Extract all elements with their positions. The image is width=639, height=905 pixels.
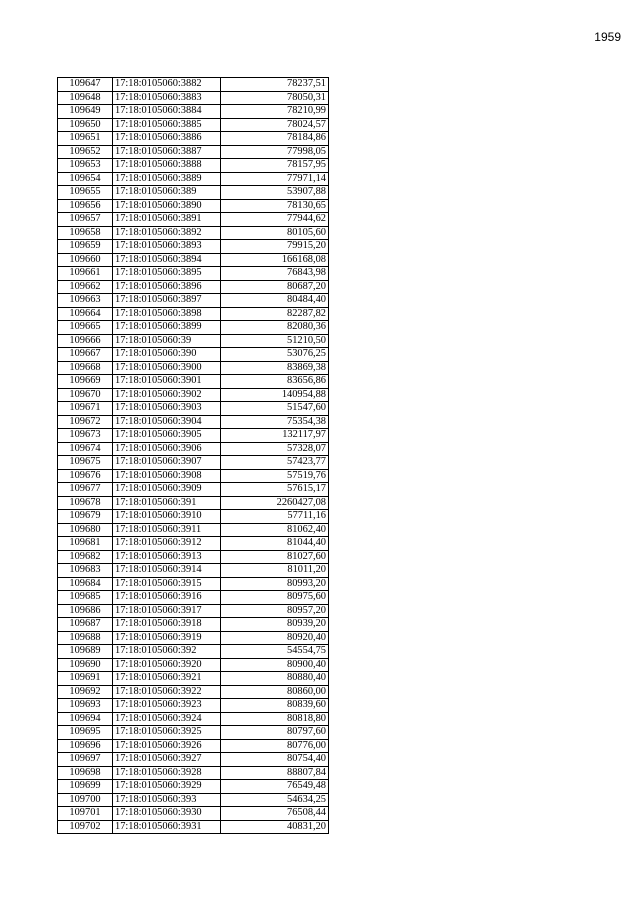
table-row (58, 267, 329, 281)
table-row (58, 469, 329, 483)
value-cell: 79915,20 (221, 240, 329, 254)
row-id-cell: 109701 (58, 807, 113, 821)
row-id-cell: 109680 (58, 523, 113, 537)
value-cell: 53076,25 (221, 348, 329, 362)
row-id-cell: 109656 (58, 199, 113, 213)
table-row (58, 537, 329, 551)
row-id-cell: 109694 (58, 712, 113, 726)
row-id-cell: 109648 (58, 91, 113, 105)
table-row (58, 510, 329, 524)
table-row (58, 807, 329, 821)
row-id-cell: 109686 (58, 604, 113, 618)
value-cell: 80484,40 (221, 294, 329, 308)
cadastral-number-cell: 17:18:0105060:3906 (113, 442, 221, 456)
table-row (58, 388, 329, 402)
cadastral-number-cell: 17:18:0105060:3904 (113, 415, 221, 429)
row-id-cell: 109702 (58, 820, 113, 834)
value-cell: 57328,07 (221, 442, 329, 456)
table-row (58, 199, 329, 213)
cadastral-number-cell: 17:18:0105060:3908 (113, 469, 221, 483)
row-id-cell: 109698 (58, 766, 113, 780)
table-row (58, 645, 329, 659)
value-cell: 75354,38 (221, 415, 329, 429)
value-cell: 81044,40 (221, 537, 329, 551)
row-id-cell: 109664 (58, 307, 113, 321)
table-row (58, 672, 329, 686)
row-id-cell: 109697 (58, 753, 113, 767)
value-cell: 51547,60 (221, 402, 329, 416)
row-id-cell: 109699 (58, 780, 113, 794)
table-row (58, 91, 329, 105)
table-row (58, 712, 329, 726)
cadastral-number-cell: 17:18:0105060:3901 (113, 375, 221, 389)
table-row (58, 766, 329, 780)
value-cell: 81011,20 (221, 564, 329, 578)
cadastral-number-cell: 17:18:0105060:3891 (113, 213, 221, 227)
cadastral-number-cell: 17:18:0105060:3896 (113, 280, 221, 294)
value-cell: 57615,17 (221, 483, 329, 497)
cadastral-number-cell: 17:18:0105060:3923 (113, 699, 221, 713)
row-id-cell: 109649 (58, 105, 113, 119)
row-id-cell: 109679 (58, 510, 113, 524)
row-id-cell: 109685 (58, 591, 113, 605)
cadastral-number-cell: 17:18:0105060:39 (113, 334, 221, 348)
cadastral-number-cell: 17:18:0105060:3927 (113, 753, 221, 767)
cadastral-number-cell: 17:18:0105060:391 (113, 496, 221, 510)
value-cell: 166168,08 (221, 253, 329, 267)
table-row (58, 793, 329, 807)
cadastral-number-cell: 17:18:0105060:390 (113, 348, 221, 362)
value-cell: 78210,99 (221, 105, 329, 119)
value-cell: 80920,40 (221, 631, 329, 645)
row-id-cell: 109652 (58, 145, 113, 159)
table-row (58, 780, 329, 794)
cadastral-number-cell: 17:18:0105060:3882 (113, 78, 221, 92)
value-cell: 80105,60 (221, 226, 329, 240)
row-id-cell: 109677 (58, 483, 113, 497)
value-cell: 54554,75 (221, 645, 329, 659)
value-cell: 80818,80 (221, 712, 329, 726)
value-cell: 80900,40 (221, 658, 329, 672)
cadastral-number-cell: 17:18:0105060:3905 (113, 429, 221, 443)
table-row (58, 321, 329, 335)
table-row (58, 253, 329, 267)
cadastral-number-cell: 17:18:0105060:3890 (113, 199, 221, 213)
row-id-cell: 109691 (58, 672, 113, 686)
value-cell: 78184,86 (221, 132, 329, 146)
value-cell: 76843,98 (221, 267, 329, 281)
cadastral-number-cell: 17:18:0105060:3903 (113, 402, 221, 416)
cadastral-number-cell: 17:18:0105060:3884 (113, 105, 221, 119)
row-id-cell: 109689 (58, 645, 113, 659)
cadastral-number-cell: 17:18:0105060:3887 (113, 145, 221, 159)
value-cell: 80939,20 (221, 618, 329, 632)
row-id-cell: 109661 (58, 267, 113, 281)
value-cell: 80993,20 (221, 577, 329, 591)
cadastral-number-cell: 17:18:0105060:389 (113, 186, 221, 200)
row-id-cell: 109670 (58, 388, 113, 402)
value-cell: 76508,44 (221, 807, 329, 821)
table-row (58, 348, 329, 362)
table-row (58, 631, 329, 645)
cadastral-number-cell: 17:18:0105060:3889 (113, 172, 221, 186)
table-row (58, 658, 329, 672)
cadastral-number-cell: 17:18:0105060:3894 (113, 253, 221, 267)
cadastral-number-cell: 17:18:0105060:3926 (113, 739, 221, 753)
value-cell: 140954,88 (221, 388, 329, 402)
table-row (58, 118, 329, 132)
value-cell: 78237,51 (221, 78, 329, 92)
table-row (58, 213, 329, 227)
value-cell: 80776,00 (221, 739, 329, 753)
row-id-cell: 109696 (58, 739, 113, 753)
value-cell: 77998,05 (221, 145, 329, 159)
value-cell: 82287,82 (221, 307, 329, 321)
table-row (58, 415, 329, 429)
value-cell: 77971,14 (221, 172, 329, 186)
row-id-cell: 109658 (58, 226, 113, 240)
value-cell: 78157,95 (221, 159, 329, 173)
table-row (58, 145, 329, 159)
table-row (58, 334, 329, 348)
table-row (58, 226, 329, 240)
cadastral-number-cell: 17:18:0105060:3900 (113, 361, 221, 375)
row-id-cell: 109655 (58, 186, 113, 200)
table-row (58, 753, 329, 767)
table-row (58, 442, 329, 456)
data-table (57, 77, 329, 834)
value-cell: 76549,48 (221, 780, 329, 794)
cadastral-number-cell: 17:18:0105060:3911 (113, 523, 221, 537)
cadastral-number-cell: 17:18:0105060:3885 (113, 118, 221, 132)
cadastral-number-cell: 17:18:0105060:3909 (113, 483, 221, 497)
cadastral-number-cell: 17:18:0105060:3898 (113, 307, 221, 321)
row-id-cell: 109653 (58, 159, 113, 173)
cadastral-number-cell: 17:18:0105060:3886 (113, 132, 221, 146)
value-cell: 83656,86 (221, 375, 329, 389)
row-id-cell: 109654 (58, 172, 113, 186)
cadastral-number-cell: 17:18:0105060:3910 (113, 510, 221, 524)
value-cell: 78050,31 (221, 91, 329, 105)
row-id-cell: 109700 (58, 793, 113, 807)
row-id-cell: 109688 (58, 631, 113, 645)
table-row (58, 361, 329, 375)
row-id-cell: 109659 (58, 240, 113, 254)
table-row (58, 726, 329, 740)
row-id-cell: 109662 (58, 280, 113, 294)
value-cell: 81027,60 (221, 550, 329, 564)
row-id-cell: 109671 (58, 402, 113, 416)
row-id-cell: 109647 (58, 78, 113, 92)
cadastral-number-cell: 17:18:0105060:3930 (113, 807, 221, 821)
row-id-cell: 109693 (58, 699, 113, 713)
cadastral-number-cell: 17:18:0105060:3919 (113, 631, 221, 645)
row-id-cell: 109667 (58, 348, 113, 362)
row-id-cell: 109650 (58, 118, 113, 132)
value-cell: 80687,20 (221, 280, 329, 294)
table-row (58, 496, 329, 510)
table-row (58, 564, 329, 578)
table-row (58, 577, 329, 591)
value-cell: 2260427,08 (221, 496, 329, 510)
cadastral-number-cell: 17:18:0105060:3902 (113, 388, 221, 402)
row-id-cell: 109681 (58, 537, 113, 551)
table-row (58, 618, 329, 632)
value-cell: 83869,38 (221, 361, 329, 375)
cadastral-number-cell: 17:18:0105060:3897 (113, 294, 221, 308)
value-cell: 82080,36 (221, 321, 329, 335)
value-cell: 80860,00 (221, 685, 329, 699)
cadastral-number-cell: 17:18:0105060:3915 (113, 577, 221, 591)
cadastral-number-cell: 17:18:0105060:3892 (113, 226, 221, 240)
table-row (58, 105, 329, 119)
row-id-cell: 109666 (58, 334, 113, 348)
value-cell: 80839,60 (221, 699, 329, 713)
row-id-cell: 109657 (58, 213, 113, 227)
table-row (58, 186, 329, 200)
cadastral-number-cell: 17:18:0105060:3921 (113, 672, 221, 686)
cadastral-number-cell: 17:18:0105060:3928 (113, 766, 221, 780)
value-cell: 57423,77 (221, 456, 329, 470)
table-row (58, 699, 329, 713)
table-row (58, 604, 329, 618)
row-id-cell: 109687 (58, 618, 113, 632)
value-cell: 77944,62 (221, 213, 329, 227)
table-row (58, 739, 329, 753)
value-cell: 57519,76 (221, 469, 329, 483)
value-cell: 57711,16 (221, 510, 329, 524)
row-id-cell: 109665 (58, 321, 113, 335)
cadastral-number-cell: 17:18:0105060:3883 (113, 91, 221, 105)
value-cell: 80754,40 (221, 753, 329, 767)
row-id-cell: 109673 (58, 429, 113, 443)
row-id-cell: 109672 (58, 415, 113, 429)
row-id-cell: 109674 (58, 442, 113, 456)
row-id-cell: 109663 (58, 294, 113, 308)
value-cell: 53907,88 (221, 186, 329, 200)
value-cell: 80797,60 (221, 726, 329, 740)
cadastral-number-cell: 17:18:0105060:3922 (113, 685, 221, 699)
value-cell: 40831,20 (221, 820, 329, 834)
table-row (58, 280, 329, 294)
table-row (58, 294, 329, 308)
cadastral-number-cell: 17:18:0105060:3913 (113, 550, 221, 564)
row-id-cell: 109669 (58, 375, 113, 389)
row-id-cell: 109676 (58, 469, 113, 483)
table-row (58, 78, 329, 92)
row-id-cell: 109668 (58, 361, 113, 375)
row-id-cell: 109695 (58, 726, 113, 740)
table-row (58, 375, 329, 389)
cadastral-number-cell: 17:18:0105060:3920 (113, 658, 221, 672)
table-row (58, 132, 329, 146)
row-id-cell: 109682 (58, 550, 113, 564)
cadastral-number-cell: 17:18:0105060:3918 (113, 618, 221, 632)
row-id-cell: 109692 (58, 685, 113, 699)
row-id-cell: 109675 (58, 456, 113, 470)
table-row (58, 483, 329, 497)
cadastral-number-cell: 17:18:0105060:3931 (113, 820, 221, 834)
table-row (58, 240, 329, 254)
value-cell: 80975,60 (221, 591, 329, 605)
table-row (58, 550, 329, 564)
cadastral-number-cell: 17:18:0105060:3914 (113, 564, 221, 578)
value-cell: 88807,84 (221, 766, 329, 780)
row-id-cell: 109651 (58, 132, 113, 146)
table-row (58, 307, 329, 321)
value-cell: 81062,40 (221, 523, 329, 537)
value-cell: 78130,65 (221, 199, 329, 213)
table-body (58, 78, 329, 834)
table-row (58, 591, 329, 605)
cadastral-number-cell: 17:18:0105060:3899 (113, 321, 221, 335)
value-cell: 51210,50 (221, 334, 329, 348)
cadastral-number-cell: 17:18:0105060:3916 (113, 591, 221, 605)
table-row (58, 456, 329, 470)
table-row (58, 429, 329, 443)
row-id-cell: 109683 (58, 564, 113, 578)
cadastral-number-cell: 17:18:0105060:3925 (113, 726, 221, 740)
row-id-cell: 109660 (58, 253, 113, 267)
value-cell: 80957,20 (221, 604, 329, 618)
cadastral-number-cell: 17:18:0105060:3893 (113, 240, 221, 254)
table-row (58, 820, 329, 834)
table-row (58, 523, 329, 537)
cadastral-number-cell: 17:18:0105060:392 (113, 645, 221, 659)
page-number: 1959 (594, 30, 621, 44)
row-id-cell: 109690 (58, 658, 113, 672)
cadastral-number-cell: 17:18:0105060:3912 (113, 537, 221, 551)
value-cell: 78024,57 (221, 118, 329, 132)
row-id-cell: 109684 (58, 577, 113, 591)
cadastral-number-cell: 17:18:0105060:3907 (113, 456, 221, 470)
cadastral-number-cell: 17:18:0105060:3917 (113, 604, 221, 618)
cadastral-number-cell: 17:18:0105060:3924 (113, 712, 221, 726)
value-cell: 132117,97 (221, 429, 329, 443)
value-cell: 80880,40 (221, 672, 329, 686)
cadastral-number-cell: 17:18:0105060:393 (113, 793, 221, 807)
table-row (58, 159, 329, 173)
table-row (58, 685, 329, 699)
table-row (58, 172, 329, 186)
table-row (58, 402, 329, 416)
cadastral-number-cell: 17:18:0105060:3888 (113, 159, 221, 173)
row-id-cell: 109678 (58, 496, 113, 510)
value-cell: 54634,25 (221, 793, 329, 807)
cadastral-number-cell: 17:18:0105060:3895 (113, 267, 221, 281)
cadastral-number-cell: 17:18:0105060:3929 (113, 780, 221, 794)
